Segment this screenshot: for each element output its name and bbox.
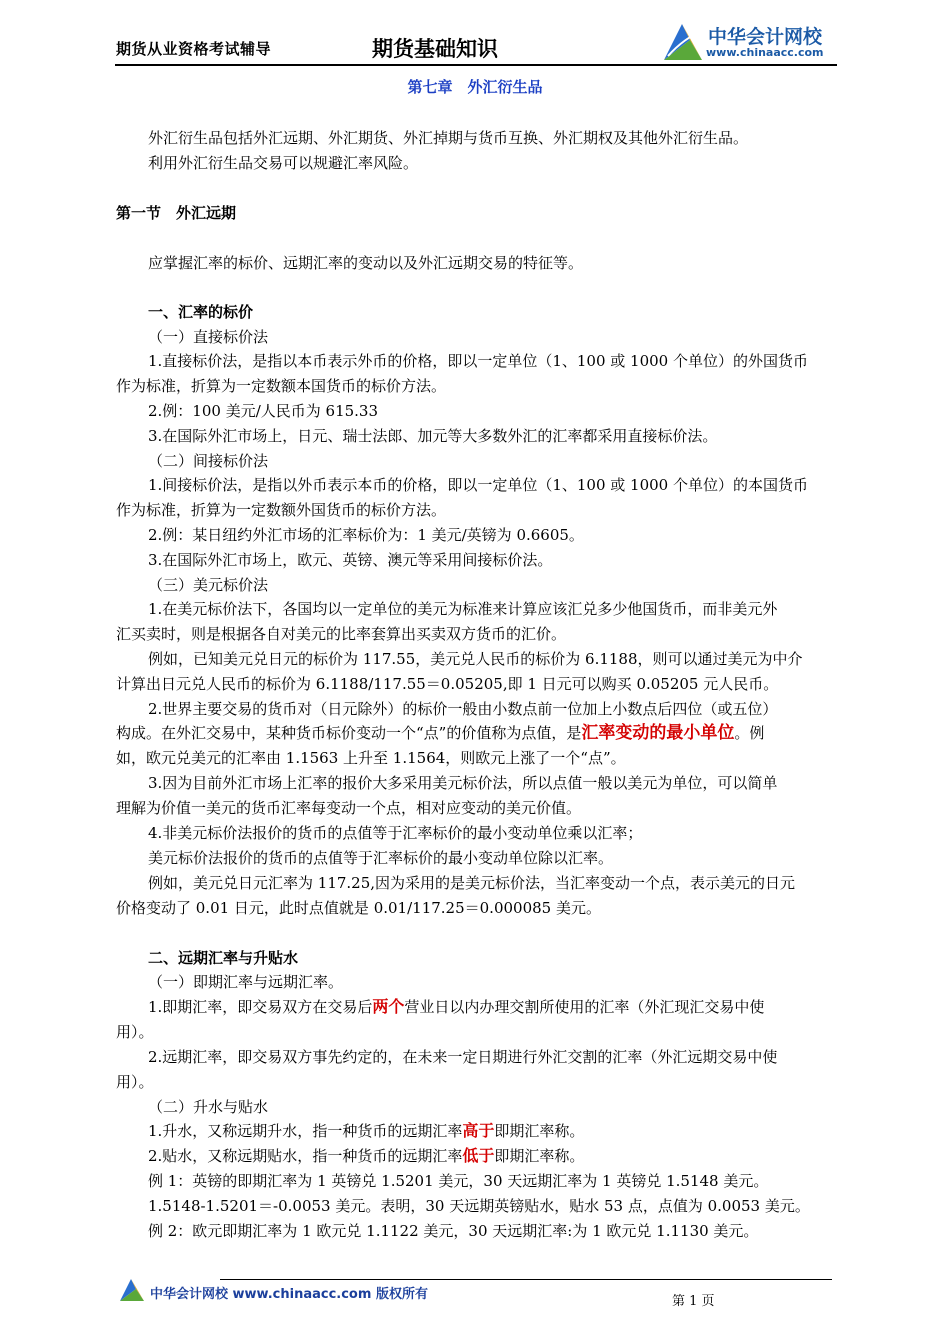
paragraph-line: 2.世界主要交易的货币对（日元除外）的标价一般由小数点前一位加上小数点后四位（或五位） [148, 700, 778, 718]
logo-name: 中华会计网校 [708, 26, 823, 48]
part-heading: 一、汇率的标价 [148, 303, 254, 321]
header-course-label: 期货从业资格考试辅导 [116, 40, 272, 58]
chapter-title: 第七章 外汇衍生品 [407, 78, 543, 96]
text-run: 1.即期汇率，即交易双方在交易后 [148, 998, 373, 1016]
paragraph-line: 1.直接标价法，是指以本币表示外币的价格，即以一定单位（1、100 或 1000 个单位）的外国货币 [148, 352, 808, 370]
paragraph-line: 例 1：英镑的即期汇率为 1 英镑兑 1.5201 美元，30 天远期汇率为 1 英镑兑 1.5148 美元。 [148, 1172, 769, 1190]
paragraph-line: 用）。 [116, 1023, 154, 1041]
paragraph-line: 如，欧元兑美元的汇率由 1.1563 上升至 1.1564，则欧元上涨了一个“点”。 [116, 749, 626, 767]
paragraph-line: 3.因为目前外汇市场上汇率的报价大多采用美元标价法，所以点值一般以美元为单位，可以简单 [148, 774, 778, 792]
paragraph-line: 计算出日元兑人民币的标价为 6.1188/117.55＝0.05205,即 1 日元可以购买 0.05205 元人民币。 [116, 675, 779, 693]
text-run: 。例 [734, 724, 765, 742]
page-number: 第 1 页 [672, 1294, 715, 1309]
paragraph-line: 2.例：某日纽约外汇市场的汇率标价为：1 美元/英镑为 0.6605。 [148, 526, 584, 544]
paragraph-line: 理解为价值一美元的货币汇率每变动一个点，相对应变动的美元价值。 [116, 799, 582, 817]
footer-rule [220, 1279, 832, 1280]
text-run: 即期汇率称。 [494, 1122, 585, 1140]
paragraph-line: 2.远期汇率，即交易双方事先约定的，在未来一定日期进行外汇交割的汇率（外汇远期交易中使 [148, 1048, 778, 1066]
header-subject-title: 期货基础知识 [372, 37, 498, 61]
footer-copyright: 中华会计网校 www.chinaacc.com 版权所有 [150, 1287, 428, 1302]
part-heading: 二、远期汇率与升贴水 [148, 949, 299, 967]
paragraph-line: 例 2：欧元即期汇率为 1 欧元兑 1.1122 美元，30 天远期汇率:为 1 欧元兑 1.1130 美元。 [148, 1222, 759, 1240]
logo-triangle-icon [660, 20, 706, 64]
intro-line-2: 利用外汇衍生品交易可以规避汇率风险。 [148, 154, 419, 172]
chinaacc-logo [660, 18, 840, 64]
text-run: 营业日以内办理交割所使用的汇率（外汇现汇交易中使 [404, 998, 765, 1016]
paragraph-line [148, 1146, 584, 1166]
paragraph-line: 用）。 [116, 1073, 154, 1091]
paragraph-line: 4.非美元标价法报价的货币的点值等于汇率标价的最小变动单位乘以汇率； [148, 824, 643, 842]
paragraph-line: 作为标准，折算为一定数额本国货币的标价方法。 [116, 377, 447, 395]
highlighted-term: 高于 [462, 1121, 495, 1140]
paragraph-line: 2.例：100 美元/人民币为 615.33 [148, 402, 379, 420]
paragraph-line: 例如，美元兑日元汇率为 117.25,因为采用的是美元标价法，当汇率变动一个点，表示美元的日元 [148, 874, 796, 892]
paragraph-line [116, 723, 764, 743]
text-run: 2.贴水，又称远期贴水，指一种货币的远期汇率 [148, 1147, 463, 1165]
section-summary: 应掌握汇率的标价、远期汇率的变动以及外汇远期交易的特征等。 [148, 254, 584, 272]
text-run: 构成。在外汇交易中，某种货币标价变动一个“点”的价值称为点值，是 [116, 724, 582, 742]
subheading: （二）升水与贴水 [148, 1098, 269, 1116]
paragraph-line: 1.间接标价法，是指以外币表示本币的价格，即以一定单位（1、100 或 1000 个单位）的本国货币 [148, 476, 808, 494]
paragraph-line: 美元标价法报价的货币的点值等于汇率标价的最小变动单位除以汇率。 [148, 849, 614, 867]
paragraph-line: 汇买卖时，则是根据各自对美元的比率套算出买卖双方货币的汇价。 [116, 625, 567, 643]
paragraph-line: 3.在国际外汇市场上，欧元、英镑、澳元等采用间接标价法。 [148, 551, 553, 569]
subheading: （二）间接标价法 [148, 452, 269, 470]
text-run: 即期汇率称。 [494, 1147, 585, 1165]
paragraph-line: 3.在国际外汇市场上，日元、瑞士法郎、加元等大多数外汇的汇率都采用直接标价法。 [148, 427, 718, 445]
highlighted-term: 两个 [372, 997, 405, 1016]
intro-line-1: 外汇衍生品包括外汇远期、外汇期货、外汇掉期与货币互换、外汇期权及其他外汇衍生品。 [148, 129, 749, 147]
subheading: （三）美元标价法 [148, 576, 269, 594]
subheading: （一）直接标价法 [148, 328, 269, 346]
paragraph-line [148, 997, 764, 1017]
highlighted-term: 低于 [462, 1146, 495, 1165]
footer-logo-icon [118, 1276, 146, 1304]
paragraph-line: 1.5148-1.5201＝-0.0053 美元。表明，30 天远期英镑贴水，贴水 53 点，点值为 0.0053 美元。 [148, 1197, 810, 1215]
subheading: （一）即期汇率与远期汇率。 [148, 973, 344, 991]
logo-url: www.chinaacc.com [706, 46, 824, 59]
paragraph-line: 1.在美元标价法下，各国均以一定单位的美元为标准来计算应该汇兑多少他国货币，而非美元外 [148, 600, 778, 618]
header-rule [115, 64, 837, 66]
paragraph-line: 例如，已知美元兑日元的标价为 117.55，美元兑人民币的标价为 6.1188，则可以通过美元为中介 [148, 650, 803, 668]
paragraph-line: 价格变动了 0.01 日元，此时点值就是 0.01/117.25＝0.000085 美元。 [116, 899, 601, 917]
paragraph-line [148, 1121, 584, 1141]
highlighted-term: 汇率变动的最小单位 [581, 723, 735, 743]
text-run: 1.升水，又称远期升水，指一种货币的远期汇率 [148, 1122, 463, 1140]
section-title: 第一节 外汇远期 [116, 204, 237, 222]
paragraph-line: 作为标准，折算为一定数额外国货币的标价方法。 [116, 501, 447, 519]
